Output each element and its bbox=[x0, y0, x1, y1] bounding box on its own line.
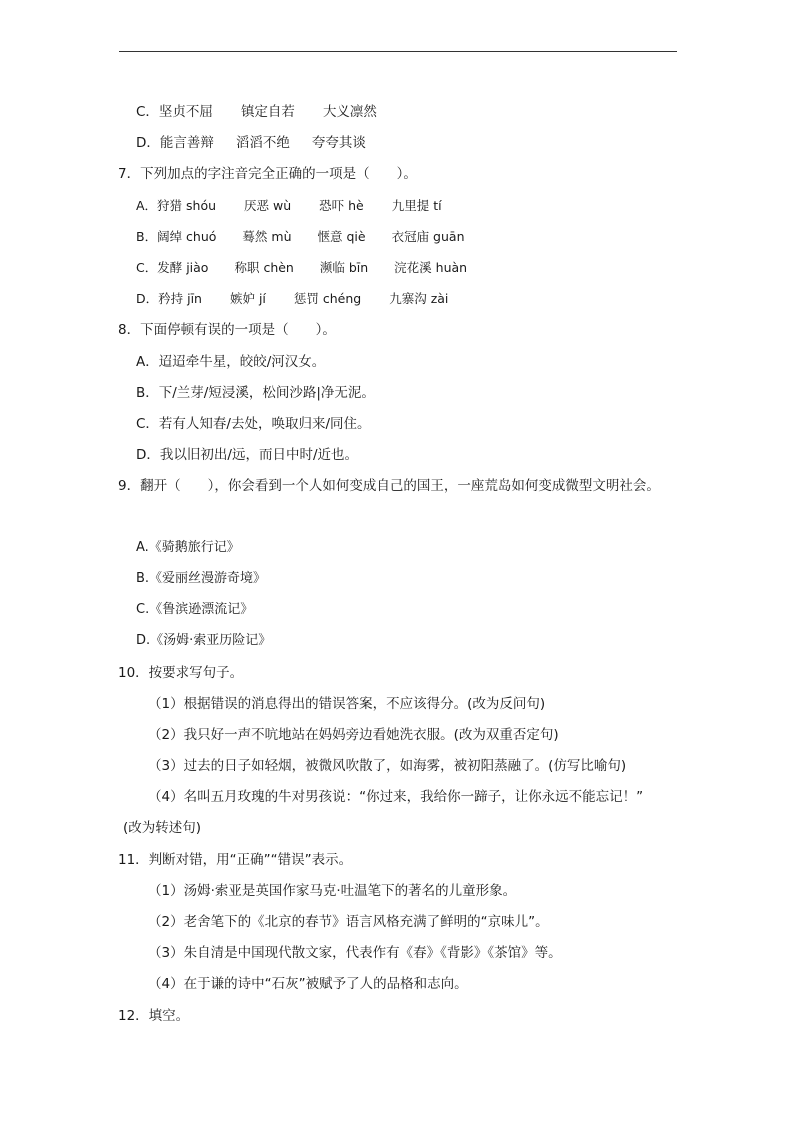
q10-item-4: （4）名叫五月玫瑰的牛对男孩说：“你过来，我给你一蹄子，让你永远不能忘记！” bbox=[148, 789, 644, 805]
q8-option-c: C．若有人知春/去处，唤取归来/同住。 bbox=[136, 416, 371, 432]
q7-c-3: 濒临 bīn bbox=[319, 260, 369, 275]
q7-c-4: 浣花溪 huàn bbox=[394, 260, 468, 275]
q7-option-c bbox=[136, 260, 467, 276]
q11-item-2: （2）老舍笔下的《北京的春节》语言风格充满了鲜明的“京味儿”。 bbox=[148, 914, 549, 930]
q7-c-1: C．发酵 jiào bbox=[136, 260, 209, 275]
q8-stem: 8．下面停顿有误的一项是（ ）。 bbox=[118, 322, 336, 338]
q9-option-b: B.《爱丽丝漫游奇境》 bbox=[136, 571, 267, 586]
q7-a-4: 九里提 tí bbox=[391, 198, 442, 213]
q7-b-4: 衣冠庙 guān bbox=[391, 229, 465, 244]
q11-stem: 11．判断对错，用“正确”“错误”表示。 bbox=[118, 852, 353, 868]
q7-b-1: B．阔绰 chuó bbox=[136, 229, 217, 244]
q12-stem: 12．填空。 bbox=[118, 1008, 190, 1024]
q8-option-d: D．我以旧初出/远，而日中时/近也。 bbox=[136, 447, 358, 463]
q7-a-3: 恐吓 hè bbox=[319, 198, 364, 213]
q6-option-d bbox=[136, 135, 366, 151]
q7-b-2: 蓦然 mù bbox=[242, 229, 292, 244]
q6-d-word-3: 夸夸其谈 bbox=[311, 135, 366, 151]
q8-option-a: A．迢迢牵牛星，皎皎/河汉女。 bbox=[136, 354, 326, 370]
q9-option-c: C.《鲁滨逊漂流记》 bbox=[136, 602, 254, 617]
q9-option-a: A.《骑鹅旅行记》 bbox=[136, 540, 240, 555]
q9-stem: 9．翻开（ ），你会看到一个人如何变成自己的国王，一座荒岛如何变成微型文明社会。 bbox=[118, 478, 660, 494]
q7-option-b bbox=[136, 229, 465, 245]
q7-option-a bbox=[136, 198, 442, 214]
q11-item-1: （1）汤姆·索亚是英国作家马克·吐温笔下的著名的儿童形象。 bbox=[148, 883, 517, 899]
q7-d-4: 九寨沟 zài bbox=[389, 291, 449, 306]
q10-item-2: （2）我只好一声不吭地站在妈妈旁边看她洗衣服。(改为双重否定句) bbox=[148, 727, 559, 743]
q11-item-4: （4）在于谦的诗中“石灰”被赋予了人的品格和志向。 bbox=[148, 976, 468, 992]
q8-option-b: B．下/兰芽/短浸溪，松间沙路|净无泥。 bbox=[136, 385, 375, 401]
header-rule bbox=[119, 51, 677, 52]
q9-option-d: D.《汤姆·索亚历险记》 bbox=[136, 633, 272, 648]
q10-item-3: （3）过去的日子如轻烟，被微风吹散了，如海雾，被初阳蒸融了。(仿写比喻句) bbox=[148, 758, 627, 774]
q7-d-3: 惩罚 chéng bbox=[293, 291, 362, 306]
q7-b-3: 惬意 qiè bbox=[317, 229, 366, 244]
q7-c-2: 称职 chèn bbox=[234, 260, 294, 275]
q7-option-d bbox=[136, 291, 448, 307]
q7-a-2: 厌恶 wù bbox=[244, 198, 292, 213]
q6-option-c bbox=[136, 104, 377, 120]
q10-item-1: （1）根据错误的消息得出的错误答案，不应该得分。(改为反问句) bbox=[148, 696, 546, 712]
q7-d-2: 嫉妒 jí bbox=[229, 291, 266, 306]
q6-c-word-2: 镇定自若 bbox=[240, 104, 295, 120]
q10-item-4-continuation: (改为转述句) bbox=[123, 820, 202, 836]
q6-d-word-1: D．能言善辩 bbox=[136, 135, 214, 151]
q7-a-1: A．狩猎 shóu bbox=[136, 198, 217, 213]
q6-d-word-2: 滔滔不绝 bbox=[235, 135, 290, 151]
q7-d-1: D．矜持 jīn bbox=[136, 291, 202, 306]
q10-stem: 10．按要求写句子。 bbox=[118, 665, 244, 681]
q11-item-3: （3）朱自清是中国现代散文家，代表作有《春》《背影》《茶馆》等。 bbox=[148, 945, 562, 961]
q6-c-word-3: 大义凛然 bbox=[322, 104, 377, 120]
q7-stem: 7．下列加点的字注音完全正确的一项是（ ）。 bbox=[118, 166, 417, 182]
q6-c-word-1: C．坚贞不屈 bbox=[136, 104, 213, 120]
